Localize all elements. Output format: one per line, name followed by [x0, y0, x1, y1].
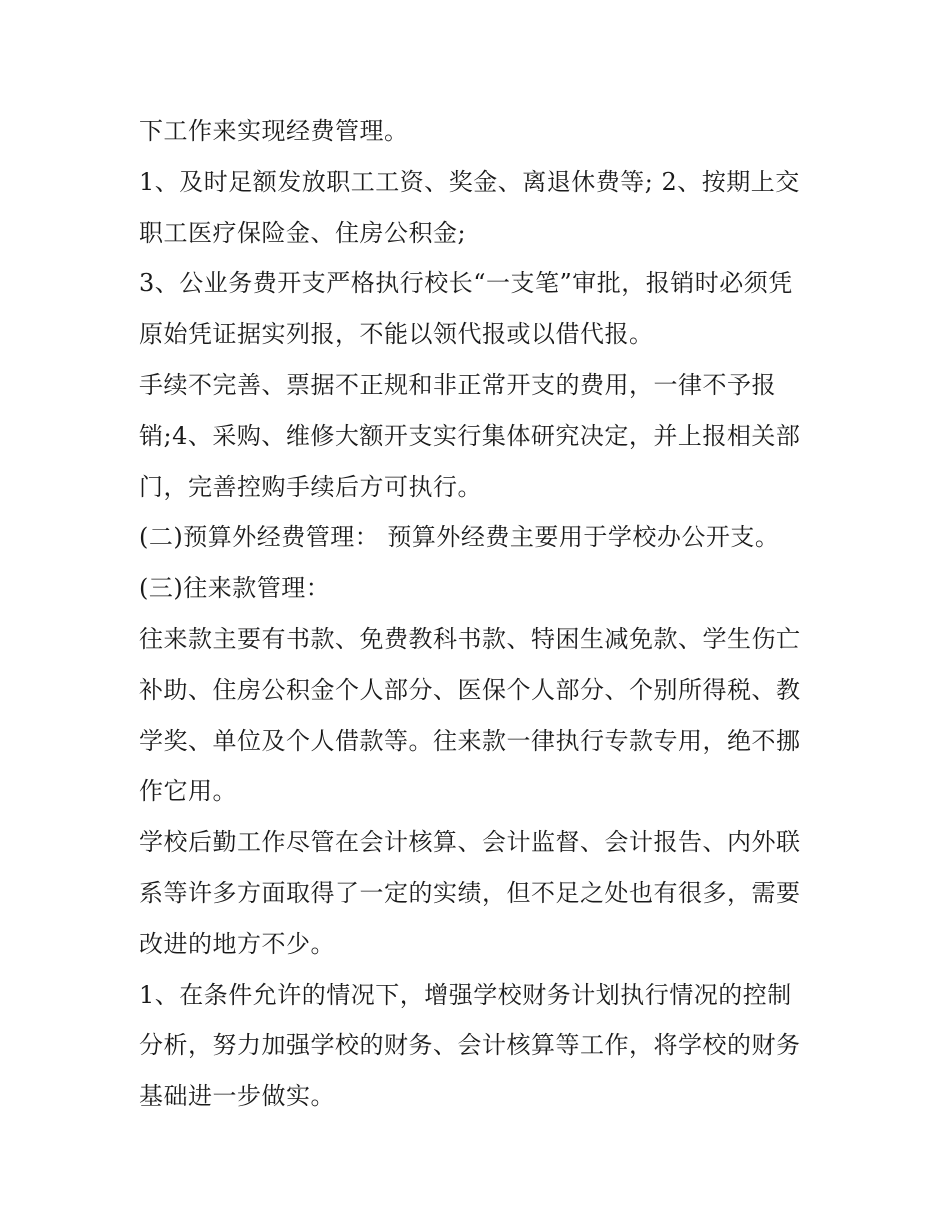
text-line: 学校后勤工作尽管在会计核算、会计监督、会计报告、内外联 [139, 828, 801, 857]
text-line: 下工作来实现经费管理。 [139, 117, 409, 145]
text-line: 作它用。 [139, 777, 237, 806]
text-line: 门，完善控购手续后方可执行。 [139, 472, 482, 501]
text-line: 分析，努力加强学校的财务、会计核算等工作，将学校的财务 [139, 1031, 801, 1060]
text-line: 1、及时足额发放职工工资、奖金、离退休费等; 2、按期上交 [139, 167, 800, 196]
text-line: 3、公业务费开支严格执行校长“一支笔”审批，报销时必须凭 [139, 269, 793, 298]
text-line: 手续不完善、票据不正规和非正常开支的费用，一律不予报 [139, 370, 776, 399]
text-line: 职工医疗保险金、住房公积金; [139, 218, 467, 247]
text-line: 基础进一步做实。 [139, 1082, 335, 1111]
text-line: 学奖、单位及个人借款等。往来款一律执行专款专用，绝不挪 [139, 726, 801, 755]
text-line: 补助、住房公积金个人部分、医保个人部分、个别所得税、教 [139, 675, 801, 704]
text-line: 改进的地方不少。 [139, 929, 335, 958]
text-line: 系等许多方面取得了一定的实绩，但不足之处也有很多，需要 [139, 878, 801, 907]
text-line: 销;4、采购、维修大额开支实行集体研究决定，并上报相关部 [139, 421, 801, 450]
text-line: 1、在条件允许的情况下，增强学校财务计划执行情况的控制 [139, 980, 792, 1009]
document-body [139, 106, 819, 1122]
text-line: 原始凭证据实列报，不能以领代报或以借代报。 [139, 320, 654, 349]
text-line: (三)往来款管理： [139, 574, 331, 603]
text-line: 往来款主要有书款、免费教科书款、特困生减免款、学生伤亡 [139, 624, 801, 653]
text-line: (二)预算外经费管理： 预算外经费主要用于学校办公开支。 [139, 523, 780, 552]
